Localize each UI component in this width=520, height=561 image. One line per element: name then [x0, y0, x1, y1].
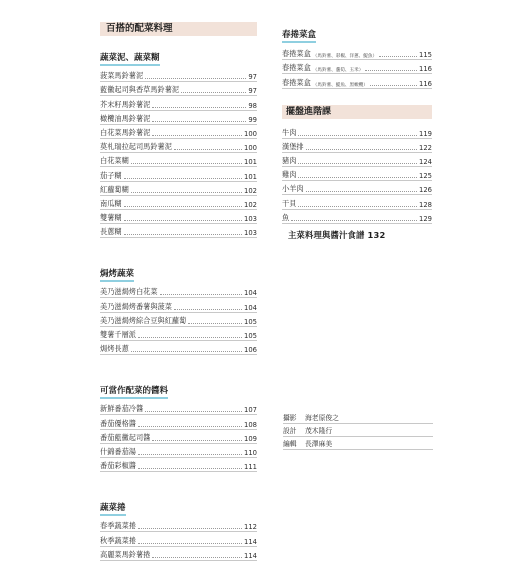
page-number: 112 — [244, 523, 257, 532]
page-number: 110 — [244, 448, 257, 457]
page-number: 125 — [419, 172, 432, 181]
toc-entry — [100, 532, 257, 546]
page-number: 102 — [244, 200, 257, 209]
toc-entry — [282, 45, 432, 60]
page-number: 102 — [244, 186, 257, 195]
credit-row — [283, 437, 433, 450]
page-number: 129 — [419, 214, 432, 223]
toc-entry — [282, 125, 432, 139]
entry-label: 高麗菜馬鈴薯捲 — [100, 549, 151, 559]
page-number: 122 — [419, 143, 432, 152]
entry-label: 干貝 — [282, 198, 297, 208]
leader-dots — [152, 135, 242, 136]
toc-list — [100, 518, 257, 561]
leader-dots — [138, 454, 242, 455]
section-roll — [100, 495, 257, 561]
leader-dots — [124, 206, 242, 207]
page-number: 99 — [248, 115, 257, 124]
toc-entry — [100, 210, 257, 224]
page-number: 100 — [244, 129, 257, 138]
toc-entry — [100, 518, 257, 532]
toc-entry — [100, 327, 257, 341]
leader-dots — [131, 163, 242, 164]
entry-label: 小羊肉 — [282, 184, 304, 194]
toc-entry — [100, 444, 257, 458]
toc-entry — [100, 458, 257, 472]
leader-dots — [174, 149, 242, 150]
leader-dots — [124, 220, 242, 221]
leader-dots — [131, 192, 242, 193]
toc-list — [100, 401, 257, 472]
page-number: 104 — [244, 303, 257, 312]
leader-dots — [306, 191, 417, 192]
entry-label: 白花菜糊 — [100, 156, 129, 166]
toc-entry — [100, 125, 257, 139]
credit-row — [283, 411, 433, 424]
page-number: 106 — [244, 346, 257, 355]
toc-entry — [100, 96, 257, 110]
entry-label: 紅蘿蔔糊 — [100, 184, 129, 194]
credit-name: 長澤麻美 — [305, 440, 333, 448]
right-column — [282, 22, 432, 224]
leader-dots — [174, 309, 242, 310]
section-title: 可當作配菜的醬料 — [100, 384, 168, 399]
entry-label: 茄子糊 — [100, 170, 122, 180]
leader-dots — [152, 440, 242, 441]
toc-entry — [282, 167, 432, 181]
side-dish-header: 百搭的配菜料理 — [100, 22, 257, 36]
leader-dots — [181, 92, 246, 93]
section-spring-box — [282, 22, 432, 89]
entry-label: 魚 — [282, 212, 290, 222]
toc-entry — [100, 415, 257, 429]
entry-label: 番茄彩椒醬 — [100, 461, 136, 471]
toc-entry — [100, 547, 257, 561]
page-number: 103 — [244, 215, 257, 224]
main-course-title: 主菜料理與醬汁食譜 132 — [288, 230, 386, 240]
left-column — [100, 22, 257, 561]
leader-dots — [131, 351, 242, 352]
leader-dots — [124, 178, 242, 179]
leader-dots — [188, 323, 242, 324]
credit-list — [283, 411, 433, 450]
page-number: 100 — [244, 144, 257, 153]
entry-label: 春捲菜盒 — [282, 48, 311, 58]
leader-dots — [370, 85, 417, 86]
section-puree — [100, 45, 257, 238]
entry-label: 白花菜馬鈴薯泥 — [100, 127, 151, 137]
leader-dots — [298, 163, 417, 164]
toc-entry — [100, 313, 257, 327]
toc-entry — [100, 111, 257, 125]
leader-dots — [138, 543, 242, 544]
section-title: 蔬菜泥、蔬菜糊 — [100, 51, 160, 66]
page-number: 128 — [419, 200, 432, 209]
entry-note: （馬鈴薯、蘆筍、玉米） — [312, 68, 364, 73]
leader-dots — [152, 107, 246, 108]
section-title: 焗烤蔬菜 — [100, 267, 134, 282]
toc-entry — [100, 68, 257, 82]
section-sauce — [100, 378, 257, 472]
toc-entry — [100, 341, 257, 355]
credit-role: 設計 — [283, 427, 297, 435]
toc-entry — [100, 196, 257, 210]
leader-dots — [306, 149, 417, 150]
page-number: 114 — [244, 551, 257, 560]
entry-label: 漢堡排 — [282, 141, 304, 151]
leader-dots — [298, 135, 417, 136]
toc-entry — [100, 401, 257, 415]
entry-label: 美乃滋焗烤番薯與菠菜 — [100, 301, 172, 311]
leader-dots — [138, 528, 242, 529]
entry-label: 秋季蔬菜捲 — [100, 535, 136, 545]
toc-entry — [100, 153, 257, 167]
entry-note: （馬鈴薯、鯷魚、黑橄欖） — [312, 82, 368, 88]
leader-dots — [124, 234, 242, 235]
entry-label: 長蔥糊 — [100, 227, 122, 237]
page-number: 97 — [248, 87, 257, 96]
credit-role: 攝影 — [283, 414, 297, 422]
entry-label: 春季蔬菜捲 — [100, 521, 136, 531]
page-number: 101 — [244, 172, 257, 181]
credits — [283, 411, 433, 450]
toc-entry — [282, 153, 432, 167]
entry-label: 番茄優格醬 — [100, 418, 136, 428]
credit-name: 海老原俊之 — [305, 414, 339, 422]
toc-entry — [282, 181, 432, 195]
entry-label: 橄欖油馬鈴薯泥 — [100, 113, 151, 123]
leader-dots — [138, 337, 242, 338]
entry-label: 雙薯糊 — [100, 213, 122, 223]
page-number: 116 — [419, 65, 432, 73]
entry-label: 南瓜糊 — [100, 198, 122, 208]
page-number: 119 — [419, 129, 432, 138]
page-number: 97 — [248, 73, 257, 82]
toc-entry — [100, 167, 257, 181]
page-number: 105 — [244, 317, 257, 326]
leader-dots — [152, 121, 246, 122]
entry-label: 雙薯千層派 — [100, 330, 136, 339]
toc-entry — [100, 82, 257, 96]
page-number: 111 — [244, 463, 257, 472]
entry-label: 春捲菜盒 — [282, 77, 311, 87]
entry-label: 什錦番茄湯 — [100, 446, 136, 456]
credit-role: 編輯 — [283, 440, 297, 448]
section-gratin — [100, 261, 257, 355]
page-number: 105 — [244, 332, 257, 340]
credit-row — [283, 424, 433, 437]
toc-entry — [100, 224, 257, 238]
entry-label: 美乃滋焗烤白花菜 — [100, 287, 158, 297]
entry-label: 焗烤長蔥 — [100, 344, 129, 354]
advanced-header: 擺盤進階課 — [282, 105, 432, 119]
entry-label: 藍黴起司與香草馬鈴薯泥 — [100, 85, 180, 95]
leader-dots — [145, 411, 242, 412]
entry-label: 新鮮番茄冷醬 — [100, 404, 144, 414]
page-number: 98 — [248, 101, 257, 110]
leader-dots — [379, 56, 417, 57]
page-number: 124 — [419, 158, 432, 167]
toc-entry — [282, 210, 432, 224]
page-number: 115 — [419, 50, 432, 59]
toc-list — [282, 125, 432, 224]
toc-list — [282, 45, 432, 89]
entry-label: 雞肉 — [282, 170, 297, 180]
leader-dots — [298, 177, 417, 178]
page-number: 126 — [419, 186, 432, 195]
entry-label: 番茄藍黴起司醬 — [100, 432, 151, 442]
leader-dots — [291, 220, 417, 221]
toc-entry — [100, 284, 257, 298]
page-number: 107 — [244, 406, 257, 415]
toc-entry — [282, 60, 432, 75]
credit-name: 茂木隆行 — [305, 427, 333, 435]
page-number: 108 — [244, 420, 257, 429]
section-title: 春捲菜盒 — [282, 28, 316, 43]
page-number: 114 — [244, 537, 257, 546]
page-number: 104 — [244, 289, 257, 298]
toc-entry — [100, 182, 257, 196]
leader-dots — [138, 468, 242, 469]
toc-entry — [100, 298, 257, 312]
leader-dots — [365, 70, 417, 71]
leader-dots — [145, 78, 246, 79]
toc-entry — [100, 430, 257, 444]
toc-list — [100, 68, 257, 238]
toc-entry — [282, 74, 432, 89]
leader-dots — [138, 426, 242, 427]
page-number: 103 — [244, 229, 257, 238]
toc-entry — [282, 139, 432, 153]
entry-label: 春捲菜盒 — [282, 63, 311, 72]
leader-dots — [160, 294, 243, 295]
page-number: 101 — [244, 158, 257, 167]
entry-label: 牛肉 — [282, 127, 297, 137]
toc-list — [100, 284, 257, 355]
entry-label: 菠菜馬鈴薯泥 — [100, 71, 144, 81]
page-number: 116 — [419, 79, 432, 88]
entry-note: （馬鈴薯、彩椒、洋蔥、鯷魚） — [312, 53, 378, 59]
entry-label: 莫札瑞拉起司馬鈴薯泥 — [100, 142, 172, 152]
entry-label: 豬肉 — [282, 156, 297, 166]
toc-entry — [282, 195, 432, 209]
entry-label: 芥末籽馬鈴薯泥 — [100, 99, 151, 109]
entry-label: 美乃滋焗烤綜合豆與紅蘿蔔 — [100, 315, 187, 325]
section-title: 蔬菜捲 — [100, 501, 126, 516]
leader-dots — [298, 206, 417, 207]
page-number: 109 — [244, 434, 257, 443]
toc-entry — [100, 139, 257, 153]
leader-dots — [152, 557, 242, 558]
